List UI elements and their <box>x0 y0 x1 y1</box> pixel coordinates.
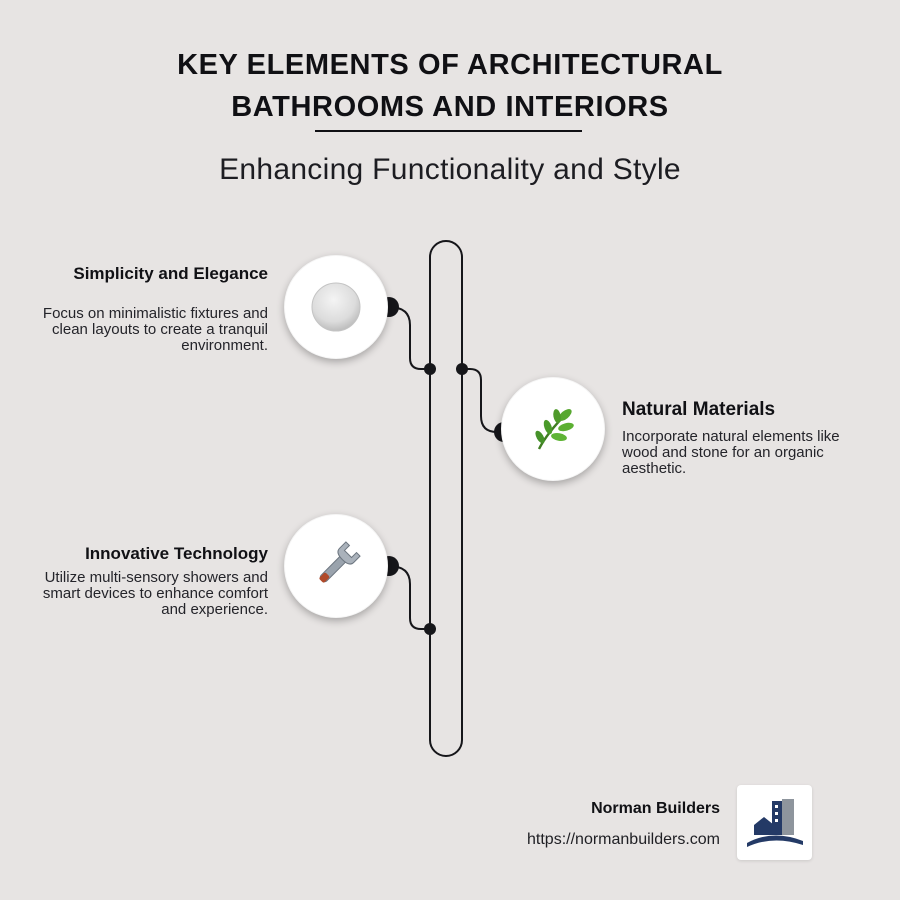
node-innovative-technology <box>284 514 388 618</box>
title-line-1: KEY ELEMENTS OF ARCHITECTURAL <box>177 49 723 81</box>
brand-url-link[interactable]: https://normanbuilders.com <box>527 831 720 848</box>
junction-dot-3 <box>424 623 436 635</box>
item-title-innovative-technology: Innovative Technology <box>85 544 268 563</box>
item-desc-simplicity: Focus on minimalistic fixtures and clean layouts to create a tranquil environment. <box>42 305 268 354</box>
item-title-simplicity: Simplicity and Elegance <box>73 264 268 283</box>
connector-1 <box>389 307 430 369</box>
item-desc-natural-materials: Incorporate natural elements like wood and stone for an organic aesthetic. <box>622 428 840 477</box>
node-natural-materials <box>501 377 605 481</box>
node-simplicity <box>284 255 388 359</box>
page-subtitle: Enhancing Functionality and Style <box>219 153 681 186</box>
item-title-natural-materials: Natural Materials <box>622 399 776 420</box>
wrench-icon <box>308 538 364 594</box>
white-circle-icon <box>308 279 364 335</box>
junction-dot-1 <box>424 363 436 375</box>
item-desc-innovative-technology: Utilize multi-sensory showers and smart devices to enhance comfort and experience. <box>42 569 268 618</box>
junction-dot-2 <box>456 363 468 375</box>
building-logo-icon <box>737 785 812 860</box>
title-line-2: BATHROOMS AND INTERIORS <box>231 91 669 123</box>
brand-logo <box>737 785 812 860</box>
brand-name: Norman Builders <box>591 800 720 817</box>
herb-icon <box>527 403 579 455</box>
connector-2 <box>462 369 504 432</box>
connector-3 <box>389 566 430 629</box>
timeline-track <box>430 241 462 756</box>
